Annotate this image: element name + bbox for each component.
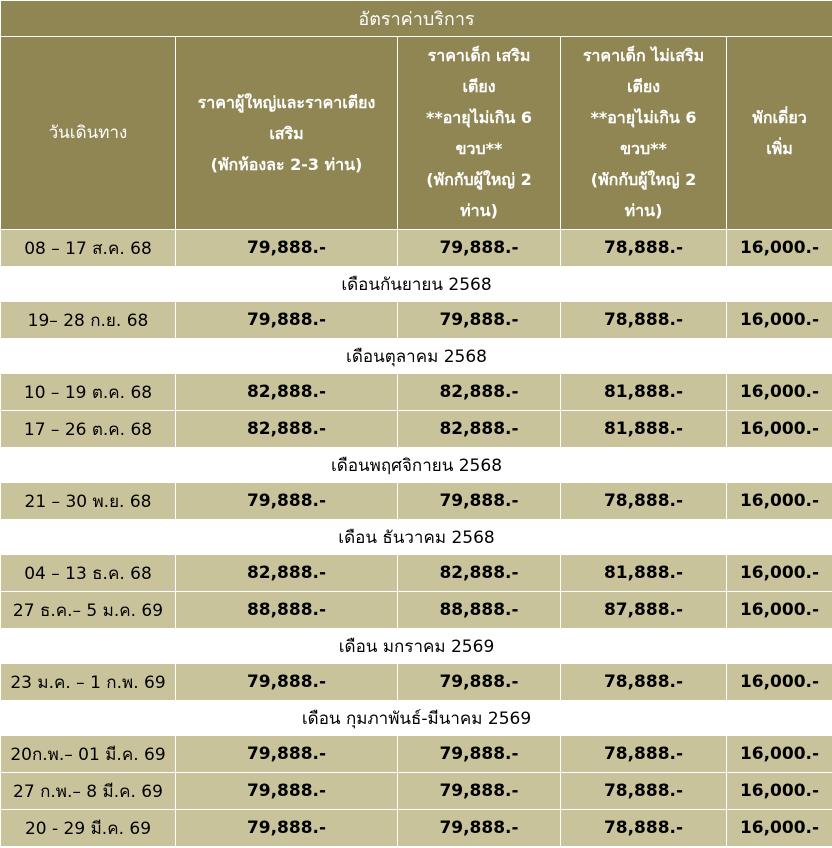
table-row: [1, 736, 832, 773]
table-row: [1, 411, 832, 448]
single-supplement-cell: 16,000.-: [727, 664, 832, 701]
travel-date-cell: 10 – 19 ต.ค. 68: [1, 374, 176, 411]
child-no-bed-price-cell: 78,888.-: [561, 810, 727, 847]
child-with-bed-price-cell: 79,888.-: [398, 302, 561, 339]
single-supplement-cell: 16,000.-: [727, 592, 832, 629]
adult-price-cell: 82,888.-: [176, 374, 398, 411]
child-with-bed-price-cell: 79,888.-: [398, 230, 561, 267]
adult-price-cell: 82,888.-: [176, 555, 398, 592]
column-header-row: [1, 37, 832, 230]
table-title-row: [1, 1, 832, 37]
child-no-bed-price-cell: 78,888.-: [561, 230, 727, 267]
child-with-bed-price-cell: 79,888.-: [398, 810, 561, 847]
month-label: เดือน ธันวาคม 2568: [1, 520, 832, 555]
adult-price-cell: 82,888.-: [176, 411, 398, 448]
column-header-child-with-bed: ราคาเด็ก เสริม เตียง **อายุไม่เกิน 6 ขวบ** (พักกับผู้ใหญ่ 2 ท่าน): [398, 37, 561, 230]
month-header-row: [1, 520, 832, 555]
month-header-row: [1, 701, 832, 736]
month-label: เดือนตุลาคม 2568: [1, 339, 832, 374]
single-supplement-cell: 16,000.-: [727, 374, 832, 411]
travel-date-cell: 17 – 26 ต.ค. 68: [1, 411, 176, 448]
child-with-bed-price-cell: 88,888.-: [398, 592, 561, 629]
single-supplement-cell: 16,000.-: [727, 230, 832, 267]
adult-price-cell: 79,888.-: [176, 810, 398, 847]
child-no-bed-price-cell: 87,888.-: [561, 592, 727, 629]
child-no-bed-price-cell: 78,888.-: [561, 773, 727, 810]
travel-date-cell: 19– 28 ก.ย. 68: [1, 302, 176, 339]
column-header-adult-price: ราคาผู้ใหญ่และราคาเตียง เสริม (พักห้องละ 2-3 ท่าน): [176, 37, 398, 230]
table-row: [1, 555, 832, 592]
month-header-row: [1, 629, 832, 664]
single-supplement-cell: 16,000.-: [727, 810, 832, 847]
single-supplement-cell: 16,000.-: [727, 736, 832, 773]
child-with-bed-price-cell: 82,888.-: [398, 374, 561, 411]
adult-price-cell: 88,888.-: [176, 592, 398, 629]
table-row: [1, 302, 832, 339]
child-with-bed-price-cell: 82,888.-: [398, 411, 561, 448]
month-label: เดือนกันยายน 2568: [1, 267, 832, 302]
single-supplement-cell: 16,000.-: [727, 555, 832, 592]
table-row: [1, 374, 832, 411]
single-supplement-cell: 16,000.-: [727, 411, 832, 448]
adult-price-cell: 79,888.-: [176, 664, 398, 701]
table-row: [1, 773, 832, 810]
travel-date-cell: 27 ธ.ค.– 5 ม.ค. 69: [1, 592, 176, 629]
month-header-row: [1, 448, 832, 483]
month-label: เดือนพฤศจิกายน 2568: [1, 448, 832, 483]
child-no-bed-price-cell: 78,888.-: [561, 302, 727, 339]
child-no-bed-price-cell: 78,888.-: [561, 664, 727, 701]
single-supplement-cell: 16,000.-: [727, 483, 832, 520]
child-no-bed-price-cell: 78,888.-: [561, 483, 727, 520]
table-row: [1, 230, 832, 267]
child-with-bed-price-cell: 79,888.-: [398, 664, 561, 701]
month-header-row: [1, 339, 832, 374]
travel-date-cell: 04 – 13 ธ.ค. 68: [1, 555, 176, 592]
month-label: เดือน กุมภาพันธ์-มีนาคม 2569: [1, 701, 832, 736]
child-with-bed-price-cell: 79,888.-: [398, 736, 561, 773]
child-no-bed-price-cell: 81,888.-: [561, 411, 727, 448]
month-header-row: [1, 267, 832, 302]
child-with-bed-price-cell: 82,888.-: [398, 555, 561, 592]
adult-price-cell: 79,888.-: [176, 483, 398, 520]
adult-price-cell: 79,888.-: [176, 230, 398, 267]
travel-date-cell: 23 ม.ค. – 1 ก.พ. 69: [1, 664, 176, 701]
column-header-single-supplement: พักเดี่ยว เพิ่ม: [727, 37, 832, 230]
adult-price-cell: 79,888.-: [176, 773, 398, 810]
table-row: [1, 664, 832, 701]
travel-date-cell: 20ก.พ.– 01 มี.ค. 69: [1, 736, 176, 773]
travel-date-cell: 08 – 17 ส.ค. 68: [1, 230, 176, 267]
child-no-bed-price-cell: 78,888.-: [561, 736, 727, 773]
table-title: อัตราค่าบริการ: [1, 1, 832, 37]
travel-date-cell: 21 – 30 พ.ย. 68: [1, 483, 176, 520]
child-no-bed-price-cell: 81,888.-: [561, 374, 727, 411]
child-no-bed-price-cell: 81,888.-: [561, 555, 727, 592]
child-with-bed-price-cell: 79,888.-: [398, 483, 561, 520]
travel-date-cell: 27 ก.พ.– 8 มี.ค. 69: [1, 773, 176, 810]
table-row: [1, 810, 832, 847]
table-row: [1, 483, 832, 520]
travel-date-cell: 20 - 29 มี.ค. 69: [1, 810, 176, 847]
child-with-bed-price-cell: 79,888.-: [398, 773, 561, 810]
single-supplement-cell: 16,000.-: [727, 773, 832, 810]
table-row: [1, 592, 832, 629]
adult-price-cell: 79,888.-: [176, 302, 398, 339]
month-label: เดือน มกราคม 2569: [1, 629, 832, 664]
single-supplement-cell: 16,000.-: [727, 302, 832, 339]
adult-price-cell: 79,888.-: [176, 736, 398, 773]
column-header-child-no-bed: ราคาเด็ก ไม่เสริม เตียง **อายุไม่เกิน 6 ขวบ** (พักกับผู้ใหญ่ 2 ท่าน): [561, 37, 727, 230]
column-header-travel-date: วันเดินทาง: [1, 37, 176, 230]
